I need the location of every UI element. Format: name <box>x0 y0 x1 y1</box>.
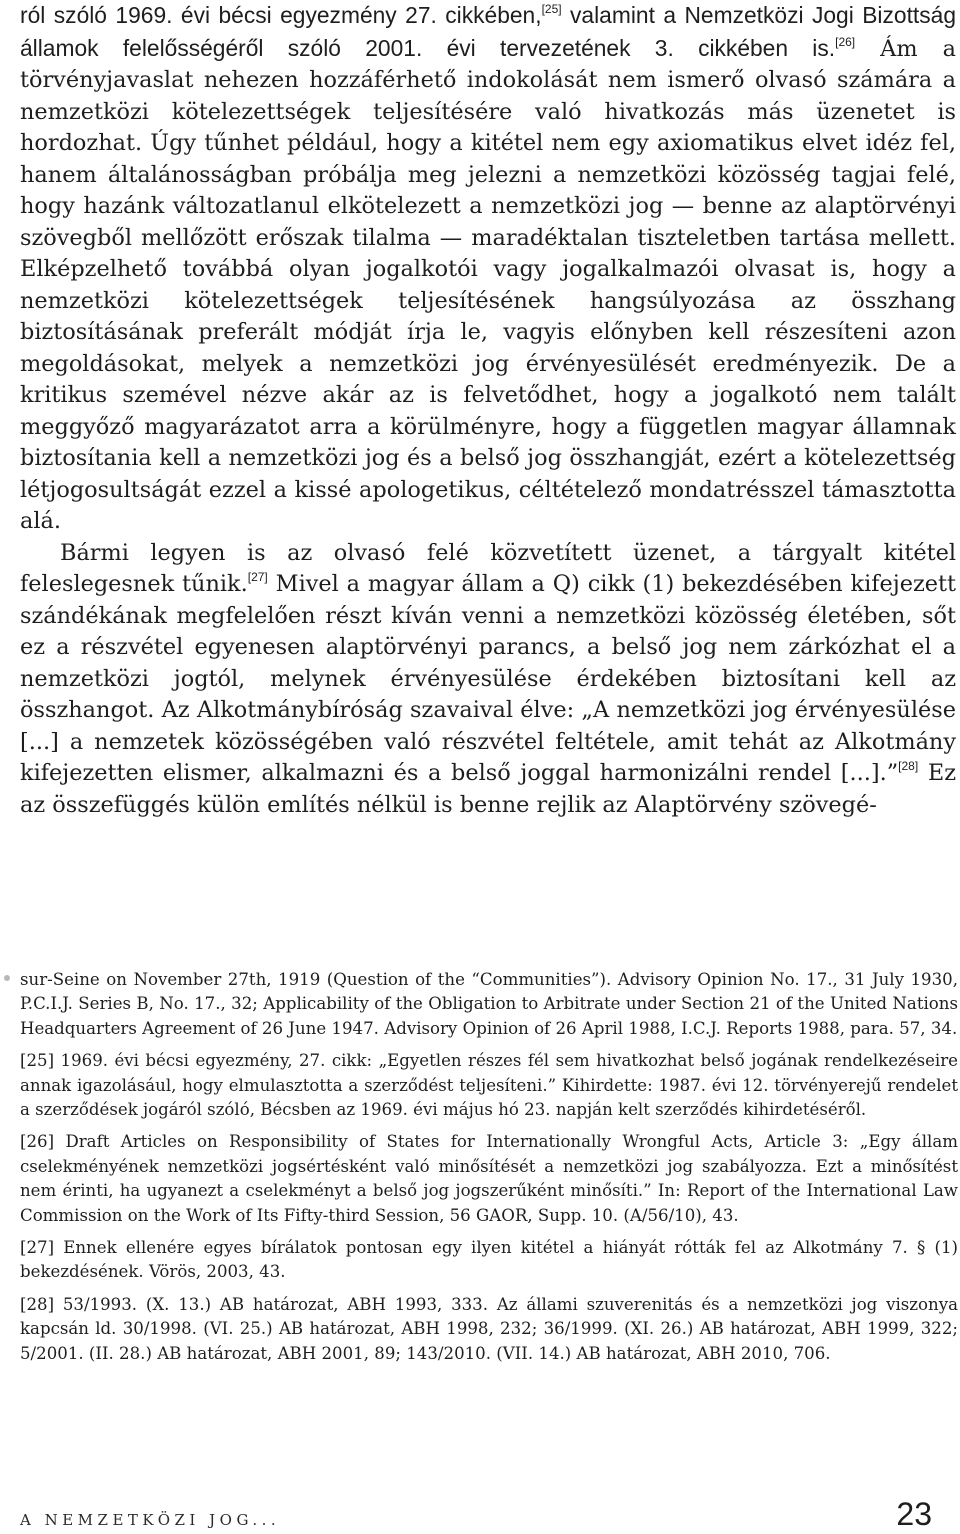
footnote-ref-27[interactable]: [27] <box>247 570 268 584</box>
paragraph-1: ról szóló 1969. évi bécsi egyezmény 27. cikkében,[25] valamint a Nemzetközi Jogi Bizottság államok felelősségéről szóló 2001. évi tervezetének 3. cikkében is.[26] Ám a törvényjavaslat nehezen hozzáférhető indokolását nem ismerő olvasó számára a nemzetközi kötelezettségek teljesítésére való hivatkozás más üzenetet is hordozhat. Úgy tűnhet például, hogy a kitétel nem egy axiomatikus elvet idéz fel, hanem általánosságban próbálja meg jelezni a nemzetközi közösség tagjai felé, hogy hazánk változatlanul elkötelezett a nemzetközi jog — benne az alaptörvényi szövegből mellőzött erőszak tilalma — maradéktalan tiszteletben tartása mellett. Elképzelhető továbbá olyan jogalkotói vagy jogalkalmazói olvasat is, hogy a nemzetközi kötelezettségek teljesítésének hangsúlyozása az összhang biztosításának preferált módját írja le, vagyis előnyben kell részesíteni azon megoldásokat, melyek a nemzetközi jog érvényesülését eredményezik. De a kritikus szemével nézve akár az is felvetődhet, hogy a jogalkotó nem talált meggyőző magyarázatot arra a körülményre, hogy a független magyar államnak biztosítania kell a nemzetközi jog és a belső jog összhangját, ezért a kötelezettség létjogosultságát ezzel a kissé apologetikus, céltételező mondatrésszel támasztotta alá. <box>20 2 956 534</box>
footnote-ref-26[interactable]: [26] <box>835 34 856 49</box>
footnote-27: [27] Ennek ellenére egyes bírálatok pontosan egy ilyen kitétel a hiányát rótták fel az Alkotmány 7. § (1) bekezdésének. Vörös, 2003, 43. <box>20 1238 958 1282</box>
paragraph-1-opening: ról szóló 1969. évi bécsi egyezmény 27. cikkében,[25] valamint a Nemzetközi Jogi Bizottság államok felelősségéről szóló 2001. évi tervezetének 3. cikkében is.[26] <box>20 2 956 61</box>
footnote-28: [28] 53/1993. (X. 13.) AB határozat, ABH 1993, 333. Az állami szuverenitás és a nemzetközi jog viszonya kapcsán ld. 30/1998. (VI. 25.) AB határozat, ABH 1998, 232; 36/1999. (XI. 26.) AB határozat, ABH 1999, 322; 5/2001. (II. 28.) AB határozat, ABH 2001, 89; 143/2010. (VII. 14.) AB határozat, ABH 2010, 706. <box>20 1294 958 1363</box>
footnote-ref-28[interactable]: [28] <box>898 759 919 773</box>
footnotes <box>20 968 958 1374</box>
footnote-marker-dot <box>4 975 10 981</box>
paragraph-2: Bármi legyen is az olvasó felé közvetített üzenet, a tárgyalt kitétel feleslegesnek tűnik.[27] Mivel a magyar állam a Q) cikk (1) bekezdésében kifejezett szándékának megfelelően részt kíván venni a nemzetközi közösség életében, sőt ez a részvétel egyenesen alaptörvényi parancs, a belső jog nem zárkózhat el a nemzetközi jogtól, melynek érvényesülése érdekében biztosítani kell az összhangot. Az Alkotmánybíróság szavaival élve: „A nemzetközi jog érvényesülése [...] a nemzetek közösségében való részvétel feltétele, amit tehát az Alkotmány kifejezetten elismer, alkalmazni és a belső joggal harmonizálni rendel [...].”[28] Ez az összefüggés külön említés nélkül is benne rejlik az Alaptörvény szövegé- <box>20 539 956 818</box>
main-text <box>20 0 956 821</box>
page-number: 23 <box>896 1496 932 1532</box>
footnote-25: [25] 1969. évi bécsi egyezmény, 27. cikk: „Egyetlen részes fél sem hivatkozhat belső jogának rendelkezéseire annak igazolásául, hogy elmulasztotta a szerződést teljesíteni.” Kihirdette: 1987. évi 12. törvényerejű rendelet a szerződések jogáról szóló, Bécsben az 1969. évi május hó 23. napján kelt szerződés kihirdetéséről. <box>20 1051 958 1120</box>
footnote-ref-25[interactable]: [25] <box>541 2 562 16</box>
footnote-continued: sur-Seine on November 27th, 1919 (Question of the “Communities”). Advisory Opinion No. 17., 31 July 1930, P.C.I.J. Series B, No. 17., 32; Applicability of the Obligation to Arbitrate under Section 21 of the United Nations Headquarters Agreement of 26 June 1947. Advisory Opinion of 26 April 1988, I.C.J. Reports 1988, para. 57, 34. <box>20 970 958 1038</box>
footnote-26: [26] Draft Articles on Responsibility of States for Internationally Wrongful Acts, Article 3: „Egy állam cselekményének nemzetközi jogsértésként való minősítését a nemzetközi jog szabályozza. Ezt a minősítést nem érinti, ha ugyanezt a cselekményt a belső jog jogszerűként minősíti.” In: Report of the International Law Commission on the Work of Its Fifty-third Session, 56 GAOR, Supp. 10. (A/56/10), 43. <box>20 1132 958 1225</box>
running-title: A NEMZETKÖZI JOG... <box>20 1511 281 1529</box>
